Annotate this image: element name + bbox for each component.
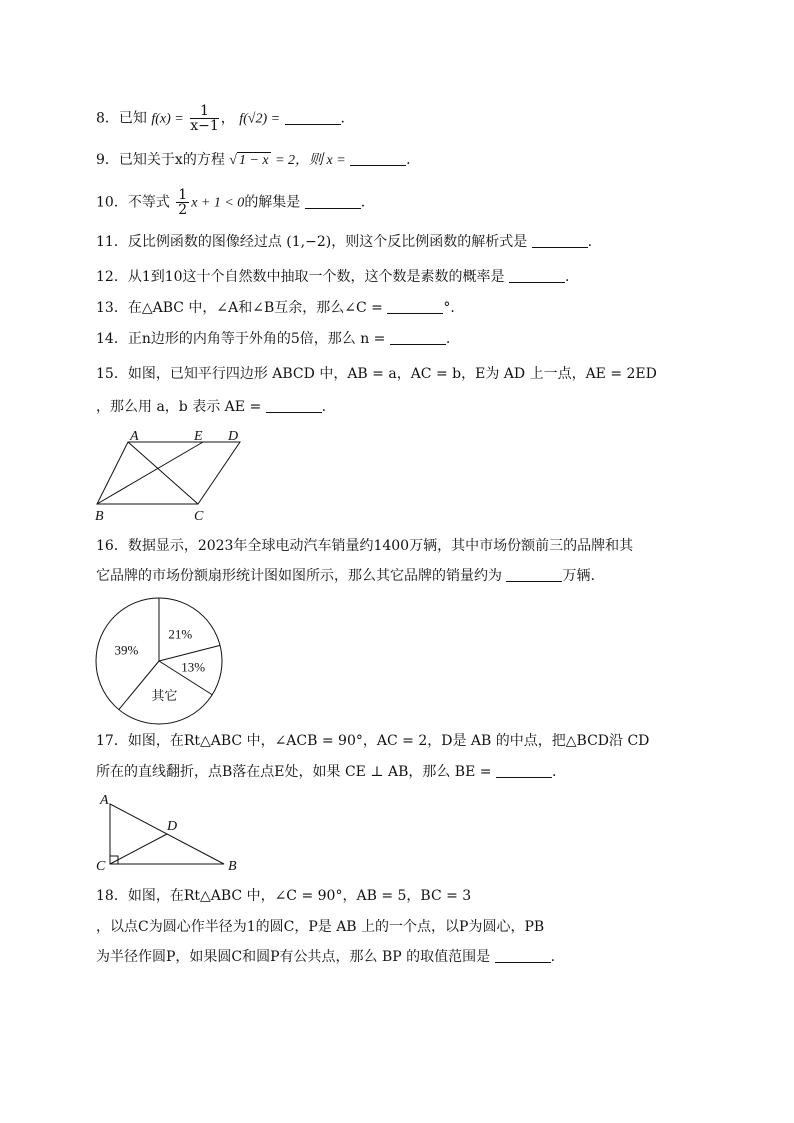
segment-cd: [110, 834, 167, 864]
function-expression: f(√2) =: [239, 111, 281, 127]
question-15-line-2: [96, 397, 326, 417]
question-end: .: [360, 194, 366, 211]
question-text: ，那么用 a，b 表示 AE =: [96, 399, 262, 415]
question-17: [96, 731, 649, 751]
question-text: 已知: [118, 110, 147, 127]
question-text: 数据显示，2023年全球电动汽车销量约1400万辆，其中市场份额前三的品牌和其: [127, 538, 634, 554]
question-end: .: [406, 152, 411, 168]
question-15: [96, 364, 657, 384]
question-text: 所在的直线翻折，点B落在点E处，如果 CE ⊥ AB，那么 BE =: [96, 764, 492, 780]
question-text: 如图，在Rt△ABC 中，∠C = 90°，AB = 5，BC = 3: [127, 888, 472, 904]
inequality: x + 1 < 0: [191, 195, 245, 211]
fraction: [190, 104, 219, 133]
radicand: 1 − x: [238, 153, 269, 168]
question-number: 15．: [96, 366, 128, 382]
fraction-denominator: x−1: [190, 118, 219, 134]
vertex-label-c: C: [96, 859, 106, 874]
question-number: 12．: [96, 269, 128, 285]
question-number: 11．: [96, 234, 128, 250]
question-end: .: [445, 331, 451, 347]
question-18-line-3: [96, 947, 555, 967]
question-number: 8．: [96, 110, 119, 127]
answer-blank[interactable]: [266, 398, 322, 413]
vertex-label-c: C: [194, 509, 204, 524]
question-end: .: [550, 949, 556, 965]
question-number: 16．: [96, 538, 128, 554]
question-text: 已知关于x的方程: [118, 152, 225, 168]
question-text: 不等式: [127, 194, 170, 211]
fraction: [176, 188, 189, 217]
fraction-denominator: 2: [178, 202, 188, 218]
question-10: [96, 188, 365, 217]
vertex-label-b: B: [228, 859, 237, 874]
parallelogram-figure: [90, 428, 260, 524]
question-11: [96, 232, 592, 252]
separator: ，: [220, 110, 235, 127]
question-number: 9．: [96, 152, 119, 168]
vertex-label-e: E: [194, 429, 203, 444]
question-text: 的解集是: [244, 194, 301, 211]
question-13: [96, 298, 455, 318]
question-number: 17．: [96, 733, 128, 749]
question-number: 18．: [96, 888, 128, 904]
pie-slice-label: 13%: [181, 659, 206, 675]
answer-blank[interactable]: [285, 110, 341, 125]
vertex-label-d: D: [228, 429, 239, 444]
question-text: 它品牌的市场份额扇形统计图如图所示，那么其它品牌的销量约为: [96, 568, 502, 584]
parallelogram-abcd: [97, 442, 240, 504]
question-end: .: [340, 110, 345, 127]
vertex-label-b: B: [95, 509, 104, 524]
question-end: .: [321, 399, 327, 415]
question-end: 万辆.: [562, 568, 595, 584]
answer-blank[interactable]: [305, 194, 361, 209]
question-text: 为半径作圆P，如果圆C和圆P有公共点，那么 BP 的取值范围是: [96, 949, 491, 965]
question-12: [96, 267, 569, 287]
answer-blank[interactable]: [506, 567, 562, 582]
pie-slice-label: 39%: [114, 642, 139, 658]
pie-slice-label: 其它: [151, 688, 178, 704]
pie-slice-label: 21%: [168, 626, 193, 642]
question-14: [96, 329, 450, 349]
answer-blank[interactable]: [350, 151, 406, 166]
right-triangle-figure: [90, 790, 250, 874]
answer-blank[interactable]: [387, 299, 443, 314]
question-text: 在△ABC 中，∠A和∠B互余，那么∠C =: [127, 300, 383, 316]
question-17-line-2: [96, 762, 556, 782]
function-expression: f(x) =: [151, 111, 184, 127]
question-text: 正n边形的内角等于外角的5倍，那么 n =: [127, 331, 386, 347]
question-8: [96, 104, 345, 133]
answer-blank[interactable]: [509, 268, 565, 283]
question-text: 如图，已知平行四边形 ABCD 中，AB = a，AC = b，E为 AD 上一点，AE = 2ED: [127, 366, 657, 382]
vertex-label-d: D: [167, 819, 178, 834]
vertex-label-a: A: [100, 793, 109, 808]
question-18: [96, 886, 471, 906]
question-end: .: [551, 764, 557, 780]
question-number: 14．: [96, 331, 128, 347]
answer-blank[interactable]: [390, 330, 446, 345]
question-number: 13．: [96, 300, 128, 316]
question-text: 从1到10这十个自然数中抽取一个数，这个数是素数的概率是: [127, 269, 505, 285]
question-9: 9．已知关于x的方程 √ 1 − x = 2，则 x = .: [96, 152, 411, 168]
question-text: 如图，在Rt△ABC 中，∠ACB = 90°，AC = 2，D是 AB 的中点，把△BCD沿 CD: [127, 733, 650, 749]
fraction-numerator: 1: [178, 187, 188, 203]
question-end: .: [565, 269, 570, 285]
question-text: ，以点C为圆心作半径为1的圆C，P是 AB 上的一个点，以P为圆心，PB: [96, 919, 545, 935]
equation-text: = 2，则 x =: [275, 153, 346, 168]
question-16-line-2: [96, 566, 595, 586]
question-16: [96, 536, 633, 556]
question-number: 10．: [96, 194, 128, 211]
question-text: 反比例函数的图像经过点 (1,−2)，则这个反比例函数的解析式是: [127, 234, 528, 250]
answer-blank[interactable]: [532, 233, 588, 248]
fraction-numerator: 1: [190, 104, 219, 119]
answer-blank[interactable]: [496, 763, 552, 778]
question-18-line-2: [96, 917, 544, 937]
question-end: °.: [443, 300, 455, 316]
pie-chart: [90, 592, 230, 732]
question-end: .: [587, 234, 593, 250]
answer-blank[interactable]: [495, 948, 551, 963]
vertex-label-a: A: [130, 429, 139, 444]
